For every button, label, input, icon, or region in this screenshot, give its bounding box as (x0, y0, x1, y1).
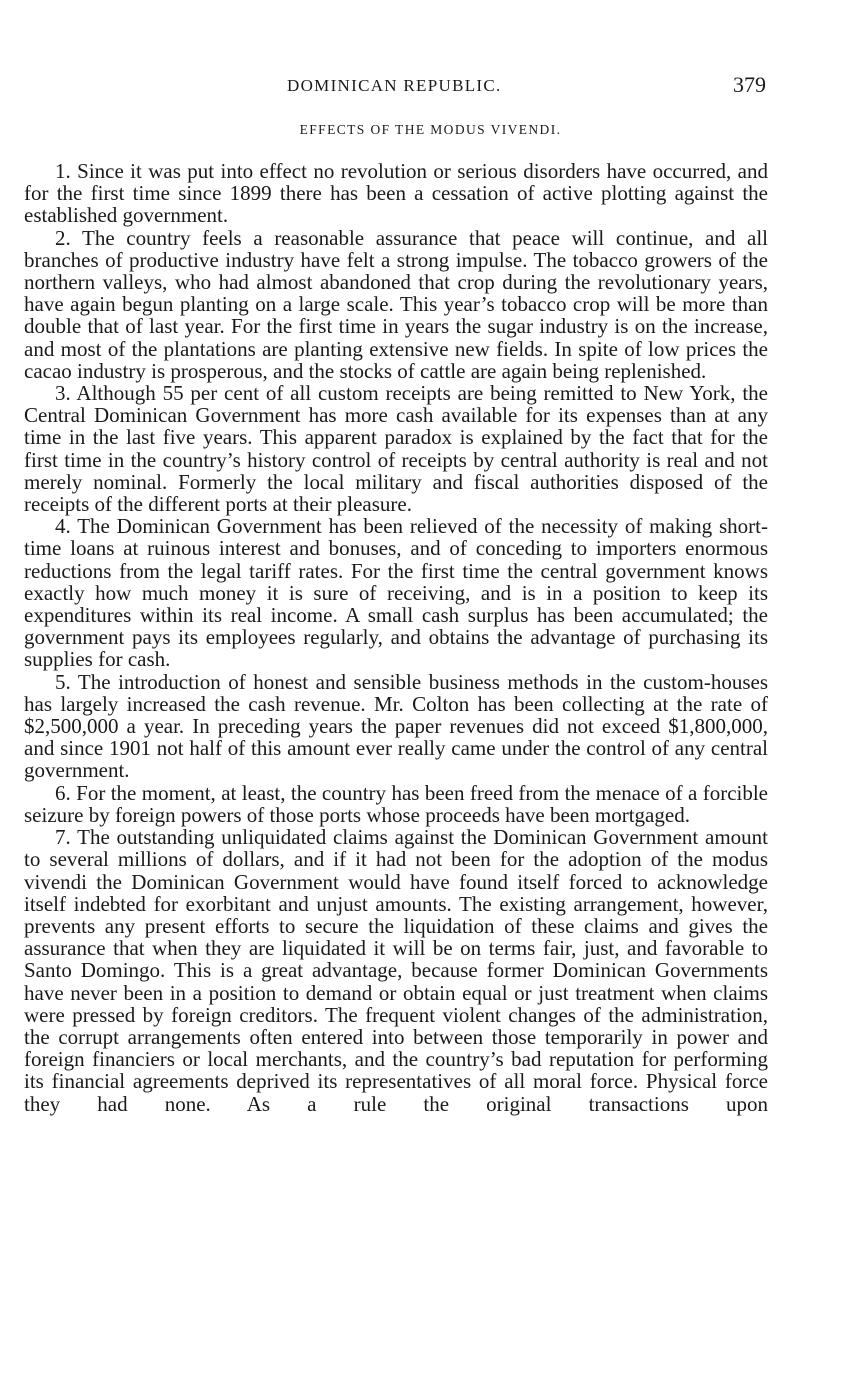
paragraph-6: 6. For the moment, at least, the country has been freed from the menace of a forcible seizure by foreign powers of those ports whose proceeds have been mortgaged. (24, 780, 768, 827)
paragraph-4: 4. The Dominican Government has been relieved of the necessity of making short-time loans at ruinous interest and bonuses, and of conceding to importers enormous reductions from the legal tariff rates. For the first time the central government knows exactly how much money it is sure of receiving, and is in a position to keep its expenditures within its real income. A small cash surplus has been accumulated; the government pays its employees regularly, and obtains the advantage of purchasing its supplies for cash. (24, 514, 768, 672)
running-title: DOMINICAN REPUBLIC. (287, 76, 502, 95)
body-text (24, 160, 768, 1115)
page-number: 379 (733, 72, 766, 97)
section-heading: EFFECTS OF THE MODUS VIVENDI. (299, 122, 562, 137)
paragraph-3: 3. Although 55 per cent of all custom receipts are being remitted to New York, the Central Dominican Government has more cash available for its expenses than at any time in the last five years. This apparent paradox is explained by the fact that for the first time in the country’s history control of receipts by central authority is real and not merely nominal. Formerly the local military and fiscal authorities disposed of the receipts of the different ports at their pleasure. (24, 381, 768, 517)
paragraph-7: 7. The outstanding unliquidated claims against the Dominican Government amount to several millions of dollars, and if it had not been for the adoption of the modus vivendi the Dominican Government would have found itself forced to acknowledge itself indebted for exorbitant and unjust amounts. The existing arrangement, however, prevents any present efforts to secure the liquidation of these claims and gives the assurance that when they are liquidated it will be on terms fair, just, and favorable to Santo Domingo. This is a great advantage, because former Dominican Governments have never been in a position to demand or obtain equal or just treatment when claims were pressed by foreign creditors. The frequent violent changes of the administration, the corrupt arrangements often entered into between those temporarily in power and foreign financiers or local merchants, and the country’s bad reputation for performing its financial agreements deprived its representatives of all moral force. Physical force they had none. As a rule the original transactions upon (24, 825, 768, 1116)
running-header (0, 72, 861, 102)
paragraph-2: 2. The country feels a reasonable assurance that peace will continue, and all branches of productive industry have felt a strong impulse. The tobacco growers of the northern valleys, who had almost abandoned that crop during the revolutionary years, have again begun planting on a large scale. This year’s tobacco crop will be more than double that of last year. For the first time in years the sugar industry is on the increase, and most of the plantations are planting extensive new fields. In spite of low prices the cacao industry is prosperous, and the stocks of cattle are again being replenished. (24, 225, 768, 383)
paragraph-1: 1. Since it was put into effect no revolution or serious disorders have occurred, and for the first time since 1899 there has been a cessation of active plotting against the established government. (24, 159, 768, 228)
paragraph-5: 5. The introduction of honest and sensible business methods in the custom-houses has largely increased the cash revenue. Mr. Colton has been collecting at the rate of $2,500,000 a year. In preceding years the paper revenues did not exceed $1,800,000, and since 1901 not half of this amount ever really came under the control of any central government. (24, 669, 768, 783)
